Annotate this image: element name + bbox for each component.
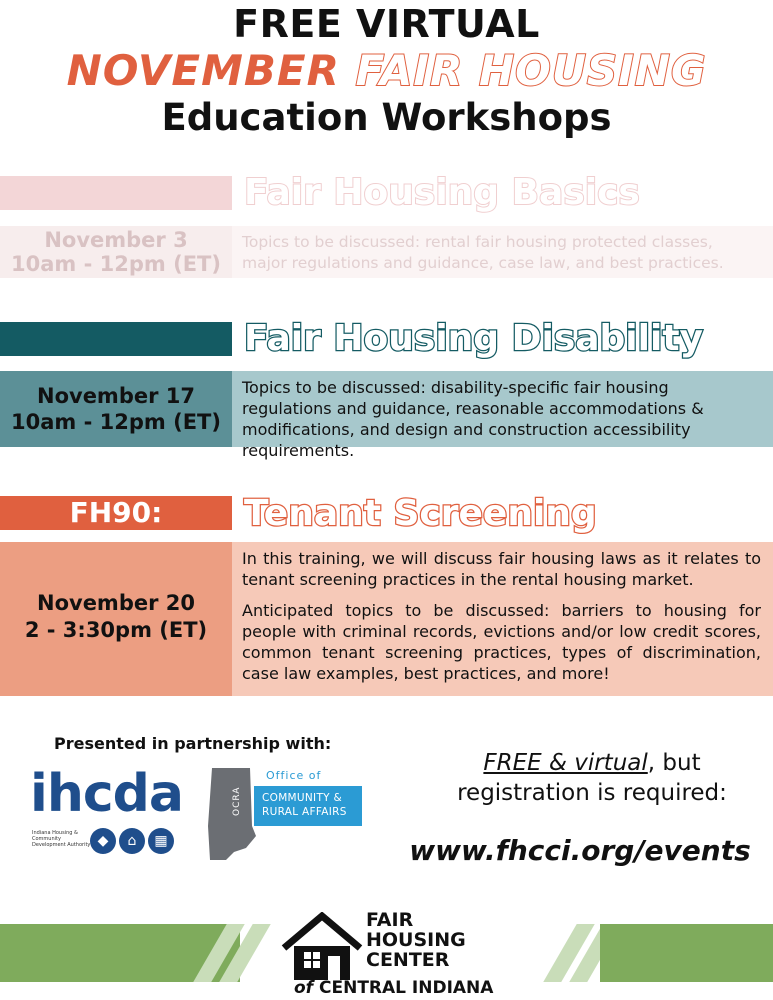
registration-note (432, 748, 752, 808)
basics-description: Topics to be discussed: rental fair housing protected classes, major regulations and guidance, case law, and best practices. (232, 226, 773, 278)
ocra-office-of: Office of (266, 769, 322, 782)
disability-time: 10am - 12pm (ET) (11, 410, 221, 434)
ihcda-subtitle: Indiana Housing & Community Development Authority (32, 830, 91, 848)
disability-date: November 17 (37, 384, 195, 408)
ocra-line1: COMMUNITY & (262, 792, 343, 804)
screening-date-cell (0, 542, 232, 696)
fhcci-subtitle (294, 978, 493, 998)
ocra-name-box (254, 786, 362, 826)
fhcci-of: of (294, 978, 314, 998)
screening-time: 2 - 3:30pm (ET) (24, 618, 208, 642)
screening-description-p2: Anticipated topics to be discussed: barriers to housing for people with criminal records, evictions and/or low credit scores, common tenant screening practices, types of discrimination, case law examples, best practices, and more! (242, 601, 761, 683)
footer-stripe-right (600, 924, 773, 982)
indiana-map-icon: ◆ (90, 828, 116, 854)
disability-title-bar (0, 322, 232, 356)
header-fair-housing: FAIR HOUSING (355, 46, 707, 95)
ocra-abbreviation: OCRA (232, 786, 242, 816)
header-line2 (0, 46, 773, 95)
events-url[interactable]: www.fhcci.org/events (409, 834, 751, 867)
disability-title: Fair Housing Disability (244, 318, 703, 359)
fhcci-housing: HOUSING (366, 929, 466, 951)
disability-description: Topics to be discussed: disability-specific fair housing regulations and guidance, reasonable accommodations & modifications, and design and construction accessibility requirements. (232, 371, 773, 447)
header-line3: Education Workshops (161, 96, 612, 139)
header-line1: FREE VIRTUAL (233, 2, 540, 46)
ihcda-wordmark: ihcda (30, 764, 183, 824)
basics-date: November 3 (44, 228, 188, 252)
basics-date-cell (0, 226, 232, 278)
screening-description-p1: In this training, we will discuss fair housing laws as it relates to tenant screening practices in the rental housing market. (242, 549, 761, 589)
registration-free-virtual: FREE & virtual (483, 750, 648, 776)
screening-prefix: FH90: (0, 496, 232, 530)
screening-title: Tenant Screening (244, 493, 597, 534)
building-icon: ▦ (148, 828, 174, 854)
fhcci-central-indiana: CENTRAL INDIANA (319, 978, 494, 998)
basics-title: Fair Housing Basics (244, 172, 640, 213)
fhcci-center: CENTER (366, 949, 450, 971)
fhcci-logo (280, 910, 520, 1000)
screening-date: November 20 (37, 591, 195, 615)
basics-title-bar (0, 176, 232, 210)
fhcci-wordmark (366, 910, 466, 970)
basics-time: 10am - 12pm (ET) (11, 252, 221, 276)
fhcci-fair: FAIR (366, 909, 414, 931)
partnership-label: Presented in partnership with: (54, 734, 332, 753)
disability-date-cell (0, 371, 232, 447)
registration-required: registration is required: (457, 780, 727, 806)
ihcda-logo (30, 764, 190, 868)
ihcda-icons (90, 828, 174, 854)
header-november: NOVEMBER (66, 46, 340, 95)
screening-description (232, 542, 773, 696)
ocra-line2: RURAL AFFAIRS (262, 806, 347, 818)
registration-but: , but (647, 750, 701, 776)
ocra-logo (206, 766, 366, 862)
house-icon: ⌂ (119, 828, 145, 854)
house-logo-icon (280, 912, 364, 982)
